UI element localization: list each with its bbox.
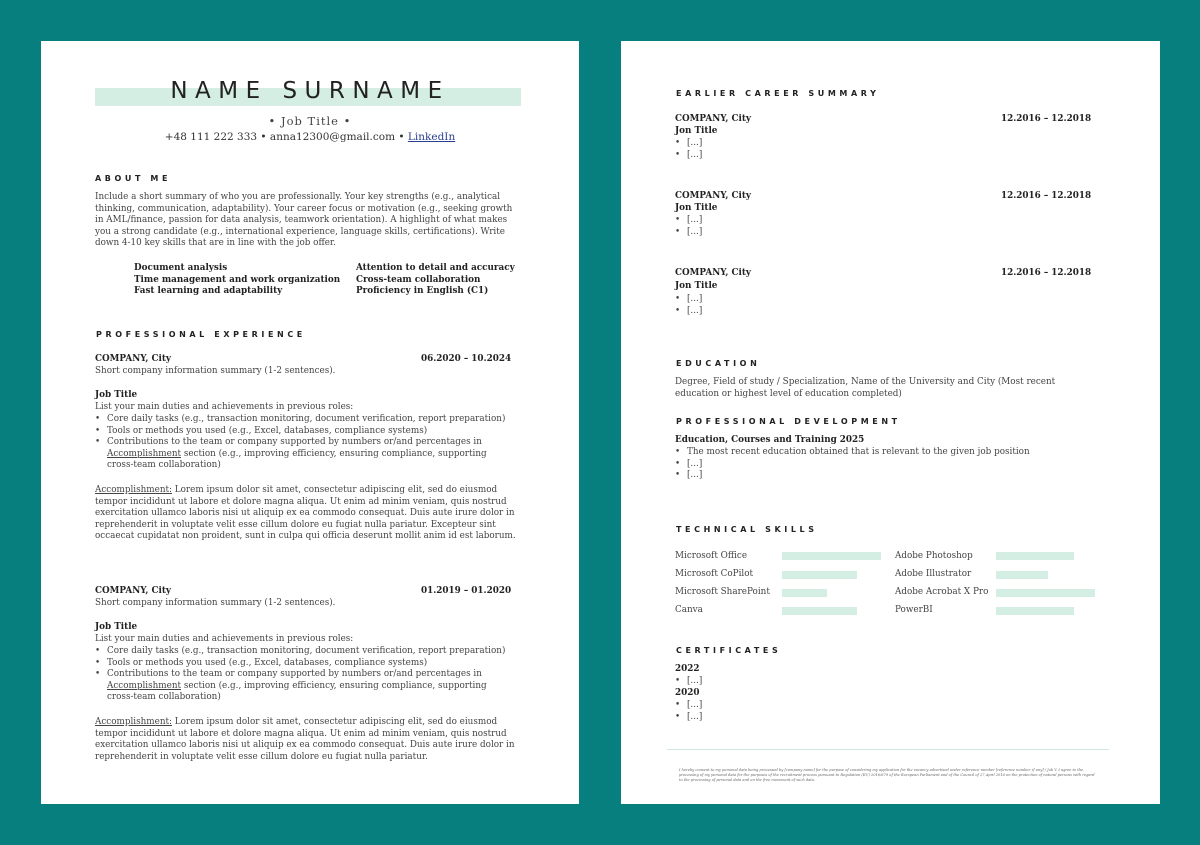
list-item: • [...]: [675, 150, 702, 162]
skill-level-bar: [782, 589, 827, 597]
skill-level-bar: [996, 571, 1048, 579]
accomplishment-label: Accomplishment:: [95, 717, 172, 727]
contribution-text: Contributions to the team or company supported by numbers or/and percentages in: [107, 437, 482, 448]
cert-year: 2020: [675, 688, 700, 698]
list-item: • [...]: [675, 306, 702, 318]
accomplishment-text: Lorem ipsum dolor sit amet, consectetur adipiscing elit, sed do eiusmod tempor incididunt ut labore et dolore magna aliqua. Ut enim ad minim veniam, quis nostrud exercitation ullamco laboris nisi ut aliquip ex ea commodo consequat. Duis aute irure dolor in reprehenderit in voluptate velit esse cillum dolore eu fugiat nulla pariatur.: [95, 717, 515, 762]
prof-dev-heading: PROFESSIONAL DEVELOPMENT: [676, 417, 901, 426]
accomplishment-label: Accomplishment:: [95, 485, 172, 495]
earlier-items: [675, 138, 702, 161]
about-text: Include a short summary of who you are professionally. Your key strengths (e.g., analytical thinking, communication, adaptability). Your career focus or motivation (e.g., seeking growth in AML/finance, passion for data analysis, teamwork orientation). A highlight of what makes you a strong candidate (e.g., international experience, language skills, certifications). Write down 4-10 key skills that are in line with the job offer.: [95, 192, 513, 249]
list-item: • [...]: [675, 227, 702, 239]
job2-company: COMPANY, City: [95, 586, 172, 596]
contribution-text: Contributions to the team or company supported by numbers or/and percentages in: [107, 669, 482, 680]
divider: [667, 749, 1109, 750]
skill-name: PowerBI: [895, 605, 933, 615]
list-item: • Tools or methods you used (e.g., Excel, databases, compliance systems): [95, 426, 515, 438]
experience-heading: PROFESSIONAL EXPERIENCE: [96, 330, 306, 339]
accomplishment-ref: Accomplishment: [107, 448, 182, 459]
resume-page-1: [41, 41, 579, 804]
key-skills-left: [134, 263, 344, 298]
list-item: [95, 437, 515, 472]
skill-level-bar: [782, 607, 857, 615]
earlier-company: COMPANY, City: [675, 191, 752, 201]
key-skill: Document analysis: [134, 263, 228, 273]
list-item: • [...]: [675, 700, 702, 712]
prof-dev-title: Education, Courses and Training 2025: [675, 435, 865, 445]
skill-level-bar: [782, 571, 857, 579]
job2-duties: [95, 646, 515, 704]
list-item: • [...]: [675, 138, 702, 150]
job1-title: Job Title: [95, 390, 138, 400]
job1-company: COMPANY, City: [95, 354, 172, 364]
contribution-text: section (e.g., improving efficiency, ensuring compliance, supporting cross-team collaboration): [107, 448, 487, 471]
about-heading: ABOUT ME: [95, 174, 172, 183]
earlier-title: Jon Title: [675, 203, 718, 213]
cert-items: [675, 676, 702, 688]
job1-duties-intro: List your main duties and achievements in previous roles:: [95, 402, 354, 412]
list-item: • [...]: [675, 459, 1095, 471]
skill-name: Microsoft CoPilot: [675, 569, 754, 579]
list-item: • Core daily tasks (e.g., transaction monitoring, document verification, report preparation): [95, 646, 515, 658]
certificates-heading: CERTIFICATES: [676, 646, 782, 655]
linkedin-link[interactable]: LinkedIn: [407, 131, 456, 143]
education-text: Degree, Field of study / Specialization, Name of the University and City (Most recent education or highest level of education completed): [675, 377, 1056, 399]
key-skill: Cross-team collaboration: [356, 274, 481, 285]
job2-summary: Short company information summary (1-2 sentences).: [95, 598, 336, 608]
job1-dates: 06.2020 – 10.2024: [421, 354, 512, 364]
list-item: • [...]: [675, 712, 702, 724]
key-skill: Proficiency in English (C1): [356, 286, 489, 297]
job-title: • Job Title •: [268, 114, 352, 128]
earlier-items: [675, 294, 702, 317]
job2-accomplishment: [95, 717, 523, 763]
earlier-items: [675, 215, 702, 238]
earlier-title: Jon Title: [675, 126, 718, 136]
accomplishment-ref: Accomplishment: [107, 680, 182, 691]
skill-name: Microsoft Office: [675, 551, 748, 561]
skill-level-bar: [996, 552, 1074, 560]
skill-level-bar: [996, 607, 1074, 615]
list-item: • [...]: [675, 676, 702, 688]
contact-details: +48 111 222 333 • anna12300@gmail.com •: [164, 131, 408, 143]
cert-items: [675, 700, 702, 723]
skill-name: Adobe Acrobat X Pro: [895, 587, 989, 597]
key-skills-right: [356, 263, 526, 298]
job2-duties-intro: List your main duties and achievements in previous roles:: [95, 634, 354, 644]
skill-level-bar: [782, 552, 881, 560]
key-skill: Fast learning and adaptability: [134, 286, 283, 297]
job2-title: Job Title: [95, 622, 138, 632]
list-item: • [...]: [675, 294, 702, 306]
key-skill: Attention to detail and accuracy: [356, 263, 515, 273]
contribution-text: section (e.g., improving efficiency, ensuring compliance, supporting cross-team collaboration): [107, 680, 487, 703]
earlier-career-heading: EARLIER CAREER SUMMARY: [676, 89, 880, 98]
job1-accomplishment: [95, 485, 523, 543]
skill-name: Canva: [675, 605, 703, 615]
prof-dev-items: [675, 447, 1095, 482]
earlier-title: Jon Title: [675, 281, 718, 291]
list-item: • Tools or methods you used (e.g., Excel, databases, compliance systems): [95, 658, 515, 670]
list-item: • Core daily tasks (e.g., transaction monitoring, document verification, report preparation): [95, 414, 515, 426]
earlier-dates: 12.2016 – 12.2018: [1001, 191, 1092, 201]
candidate-name: NAME SURNAME: [170, 78, 450, 104]
job2-dates: 01.2019 – 01.2020: [421, 586, 512, 596]
education-heading: EDUCATION: [676, 359, 761, 368]
earlier-company: COMPANY, City: [675, 114, 752, 124]
job1-duties: [95, 414, 515, 472]
consent-clause: I hereby consent to my personal data being processed by [company name] for the purpose of considering my application for the vacancy advertised under reference number [reference number, if any] / Job Y. I agree to the processing of my personal data for the purposes of the recruitment process pursuant to Regulation (EU) 2016/679 of the European Parliament and of the Council of 27 April 2016 on the protection of natural persons with regard to the processing of personal data and on the free movement of such data.: [679, 768, 1095, 782]
accomplishment-text: Lorem ipsum dolor sit amet, consectetur adipiscing elit, sed do eiusmod tempor incididunt ut labore et dolore magna aliqua. Ut enim ad minim veniam, quis nostrud exercitation ullamco laboris nisi ut aliquip ex ea commodo consequat. Duis aute irure dolor in reprehenderit in voluptate velit esse cillum dolore eu fugiat nulla pariatur. Excepteur sint occaecat cupidatat non proident, sunt in culpa qui officia deserunt mollit anim id est laborum.: [95, 485, 516, 542]
earlier-company: COMPANY, City: [675, 268, 752, 278]
list-item: [95, 669, 515, 704]
earlier-dates: 12.2016 – 12.2018: [1001, 114, 1092, 124]
skill-name: Adobe Illustrator: [895, 569, 972, 579]
resume-page-2: [621, 41, 1160, 804]
list-item: • [...]: [675, 215, 702, 227]
earlier-dates: 12.2016 – 12.2018: [1001, 268, 1092, 278]
skill-level-bar: [996, 589, 1095, 597]
list-item: • The most recent education obtained that is relevant to the given job position: [675, 447, 1095, 459]
skill-name: Microsoft SharePoint: [675, 587, 770, 597]
cert-year: 2022: [675, 664, 700, 674]
key-skill: Time management and work organization: [134, 274, 341, 285]
contact-line: [41, 131, 579, 143]
skill-name: Adobe Photoshop: [895, 551, 973, 561]
tech-skills-heading: TECHNICAL SKILLS: [676, 525, 818, 534]
job1-summary: Short company information summary (1-2 sentences).: [95, 366, 336, 376]
list-item: • [...]: [675, 470, 1095, 482]
